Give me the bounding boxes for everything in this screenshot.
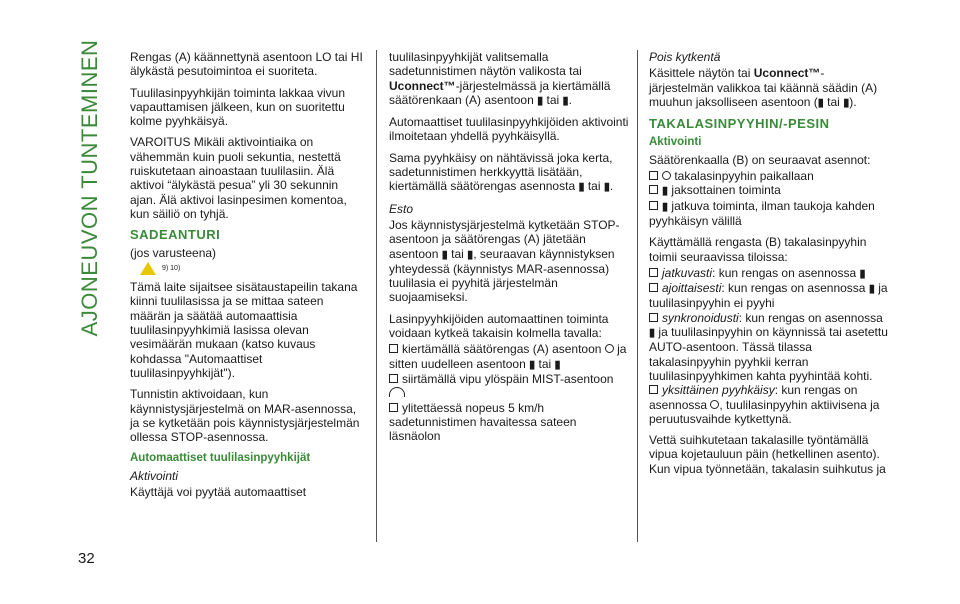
list-item: yksittäinen pyyhkäisy: kun rengas on asennossa , tuulilasinpyyhin aktiivisena ja peruutusvaihde kytkettynä. [649,383,880,426]
subheading-aktivointi: Aktivointi [130,468,179,483]
paragraph: Rengas (A) käännettynä asentoon LO tai HI älykästä pesutoimintoa ei suoriteta. [130,50,363,79]
paragraph: Automaattiset tuulilasinpyyhkijöiden aktivointi ilmoitetaan yhdellä pyyhkäisyllä. [389,115,629,144]
bullet-icon [649,185,658,194]
auto-2-icon: ▮ [562,94,569,107]
auto-2-icon: ▮ [467,248,474,261]
column-3 [649,50,889,483]
paragraph: Käyttäjä voi pyytää automaattiset [130,485,307,500]
list-item: ajoittaisesti: kun rengas on asennossa ▮ ja tuulilasinpyyhin ei pyyhi [649,281,888,311]
subheading-pois: Pois kytkentä [649,50,721,64]
auto-2-icon: ▮ [554,358,561,371]
auto-1-icon: ▮ [441,248,448,261]
auto-1-icon: ▮ [578,181,585,194]
paragraph: tuulilasinpyyhkijät valitsemalla sadetunnistimen näytön valikosta tai Uconnect™-järjestelmässä ja kiertämällä säätörenkaan (A) asentoon ▮ tai ▮. [389,50,611,107]
paragraph: Säätörenkaalla (B) on seuraavat asennot: [649,152,871,167]
list-item: kiertämällä säätörengas (A) asentoon ja sitten uudelleen asentoon ▮ tai ▮ [389,342,627,371]
auto-2-icon: ▮ [603,181,610,194]
warning-refs [130,262,366,276]
paragraph: Sama pyyhkäisy on nähtävissä joka kerta, sadetunnistimen herkkyyttä lisätään, kiertämällä säätörengas asennosta ▮ tai ▮. [389,150,614,194]
list-item: takalasinpyyhin paikallaan [649,169,889,183]
auto-2-icon: ▮ [843,96,850,109]
paragraph: Tunnistin aktivoidaan, kun käynnistysjärjestelmä on MAR-asennossa, ja se kytketään pois käynnistysjärjestelmän ollessa STOP-asennossa. [130,387,360,445]
list-item: ylitettäessä nopeus 5 km/h sadetunnistimen havaitessa sateen läsnäolon [389,400,577,444]
bullet-icon [649,268,658,277]
off-icon [605,344,614,353]
bullet-icon [389,403,398,412]
auto-1-icon: ▮ [529,358,536,371]
heading-auto-wipers: Automaattiset tuulilasinpyyhkijät [130,452,311,465]
auto-1-icon: ▮ [817,96,824,109]
side-title: AJONEUVON TUNTEMINEN [77,39,102,337]
list-item: ▮ jaksottainen toiminta [649,183,889,198]
bullet-icon [389,344,398,353]
subheading-esto: Esto [389,201,414,216]
paragraph: (jos varusteena) [130,245,217,260]
intermittent-icon: ▮ [662,185,669,198]
column-divider [637,50,638,542]
page-number: 32 [78,550,95,567]
list-item: jatkuvasti: kun rengas on asennossa ▮ [649,266,889,281]
paragraph: Tuulilasinpyyhkijän toiminta lakkaa vivun vapauttamisen jälkeen, kun on suoritettu kolme pyyhkäisyä. [130,85,345,129]
warning-icon [140,262,156,275]
paragraph: Tämä laite sijaitsee sisätaustapeilin takana kiinni tuulilasissa ja se mittaa sateen määrän ja säätää automaattisia tuulilasinpyyhkimiä lasissa olevan vesimäärän mukaan (katso kuvaus kohdassa "Automaattiset tuulilasinpyyhkijät"). [130,280,358,380]
paragraph: Jos käynnistysjärjestelmä kytketään STOP-asentoon ja säätörengas (A) jätetään asentoon ▮ tai ▮, seuraavan käynnistyksen yhteydessä (käynnistys MAR-asennossa) tuulilasia ei pyyhitä järjestelmän suojaamiseksi. [389,217,620,305]
continuous-icon: ▮ [662,200,669,213]
column-divider [376,50,377,542]
paragraph: Lasinpyyhkijöiden automaattinen toiminta voidaan kytkeä takaisin kolmella tavalla: [389,311,609,341]
list-item: synkronoidusti: kun rengas on asennossa ▮ ja tuulilasinpyyhin on käynnissä tai asetettu AUTO-asentoon. Tässä tilassa takalasinpyyhin pyyhkii kerran tuulilasinpyyhkimen kahta pyyhintää kohti. [649,310,888,383]
list-item: ▮ jatkuva toiminta, ilman taukoja kahden pyyhkäisyn välillä [649,198,875,228]
paragraph: Käyttämällä rengasta (B) takalasinpyyhin toimii seuraavissa tiloissa: [649,235,867,264]
mist-wiper-icon [389,387,405,397]
continuous-icon: ▮ [859,267,866,280]
warning-ref-numbers: 9) 10) [162,264,181,272]
intermittent-icon: ▮ [649,327,656,340]
bullet-icon [389,374,398,383]
intermittent-icon: ▮ [868,283,875,296]
warning-paragraph: VAROITUS Mikäli aktivointiaika on vähemmän kuin puoli sekuntia, nestettä ruiskutetaan ainoastaan tuulilasiin. Älä aktivoi “älykästä pesua” yli 30 sekunnin ajan. Älä aktivoi lasinpesimen komentoa, kun säiliö on tyhjä. [130,135,347,221]
bullet-icon [649,283,658,292]
heading-takalasinpyyhin: TAKALASINPYYHIN/-PESIN [649,116,830,132]
list-item: siirtämällä vipu ylöspäin MIST-asentoon [389,372,629,401]
bullet-icon [649,201,658,210]
off-icon [662,171,671,180]
column-2 [389,50,629,443]
auto-1-icon: ▮ [537,94,544,107]
bullet-icon [649,171,658,180]
heading-aktivointi: Aktivointi [649,136,702,149]
bullet-icon [649,313,658,322]
heading-sadeanturi: SADEANTURI [130,227,221,243]
paragraph: Vettä suihkutetaan takalasille työntämällä vipua kojetauluun päin (hetkellinen asento). Kun vipua työnnetään, takalasin suihkutus ja [649,433,886,476]
column-1 [130,50,366,506]
bullet-icon [649,385,658,394]
paragraph: Käsittele näytön tai Uconnect™-järjestelmän valikkoa tai käännä säädin (A) muuhun jaksolliseen asentoon (▮ tai ▮). [649,66,878,109]
